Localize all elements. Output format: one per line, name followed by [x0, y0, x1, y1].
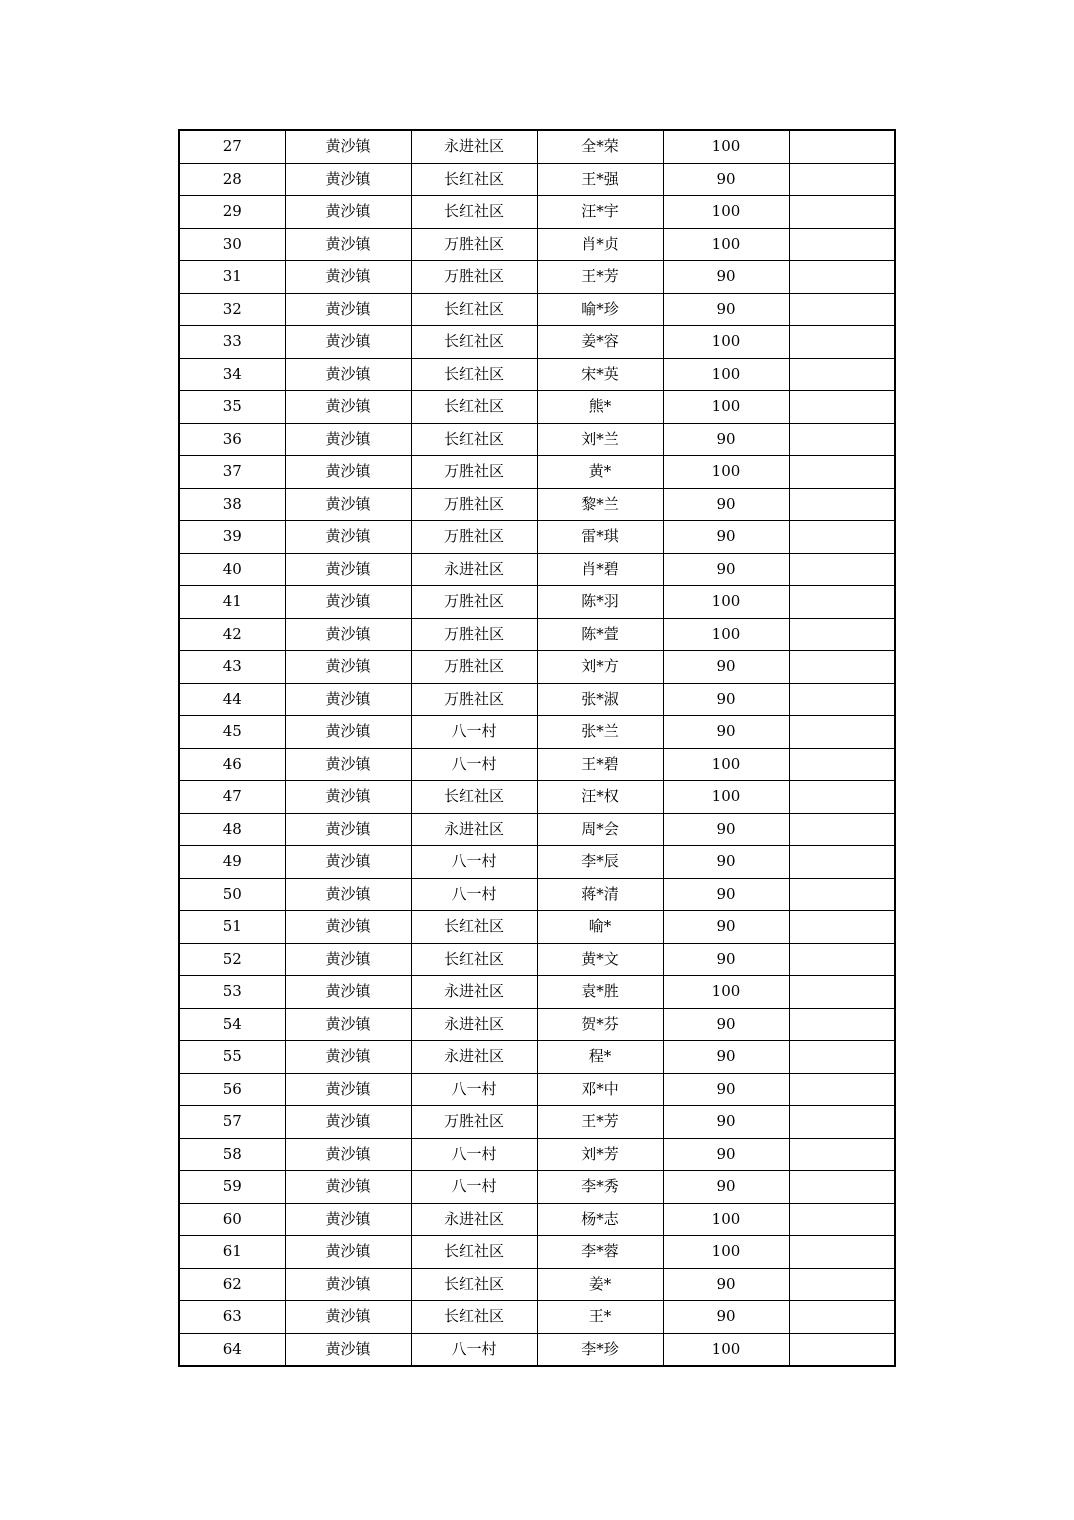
row-number-cell: 31: [179, 261, 285, 294]
town-cell: 黄沙镇: [285, 326, 411, 359]
town-cell: 黄沙镇: [285, 163, 411, 196]
community-cell: 长红社区: [411, 196, 537, 229]
name-cell: 邓*中: [537, 1073, 663, 1106]
row-number-cell: 37: [179, 456, 285, 489]
community-cell: 长红社区: [411, 326, 537, 359]
name-cell: 蒋*清: [537, 878, 663, 911]
score-cell: 100: [663, 391, 789, 424]
remark-cell: [789, 261, 895, 294]
name-cell: 黄*: [537, 456, 663, 489]
community-cell: 长红社区: [411, 1301, 537, 1334]
row-number-cell: 35: [179, 391, 285, 424]
remark-cell: [789, 456, 895, 489]
score-cell: 90: [663, 1138, 789, 1171]
score-cell: 90: [663, 423, 789, 456]
score-cell: 90: [663, 1171, 789, 1204]
table-row: [179, 1171, 895, 1204]
row-number-cell: 47: [179, 781, 285, 814]
town-cell: 黄沙镇: [285, 651, 411, 684]
table-row: [179, 228, 895, 261]
row-number-cell: 45: [179, 716, 285, 749]
score-cell: 100: [663, 748, 789, 781]
remark-cell: [789, 618, 895, 651]
row-number-cell: 42: [179, 618, 285, 651]
remark-cell: [789, 976, 895, 1009]
name-cell: 全*荣: [537, 130, 663, 163]
row-number-cell: 57: [179, 1106, 285, 1139]
community-cell: 长红社区: [411, 1268, 537, 1301]
remark-cell: [789, 1171, 895, 1204]
name-cell: 喻*: [537, 911, 663, 944]
community-cell: 永进社区: [411, 553, 537, 586]
row-number-cell: 38: [179, 488, 285, 521]
name-cell: 杨*志: [537, 1203, 663, 1236]
name-cell: 李*秀: [537, 1171, 663, 1204]
name-cell: 程*: [537, 1041, 663, 1074]
name-cell: 熊*: [537, 391, 663, 424]
remark-cell: [789, 521, 895, 554]
row-number-cell: 59: [179, 1171, 285, 1204]
table-row: [179, 1236, 895, 1269]
score-cell: 100: [663, 326, 789, 359]
remark-cell: [789, 391, 895, 424]
score-cell: 90: [663, 1041, 789, 1074]
row-number-cell: 61: [179, 1236, 285, 1269]
name-cell: 宋*英: [537, 358, 663, 391]
row-number-cell: 55: [179, 1041, 285, 1074]
row-number-cell: 51: [179, 911, 285, 944]
remark-cell: [789, 358, 895, 391]
community-cell: 长红社区: [411, 1236, 537, 1269]
score-cell: 90: [663, 1106, 789, 1139]
name-cell: 姜*: [537, 1268, 663, 1301]
town-cell: 黄沙镇: [285, 1333, 411, 1366]
community-cell: 万胜社区: [411, 228, 537, 261]
name-cell: 贺*芬: [537, 1008, 663, 1041]
table-row: [179, 1073, 895, 1106]
score-cell: 90: [663, 521, 789, 554]
community-cell: 长红社区: [411, 781, 537, 814]
table-row: [179, 716, 895, 749]
remark-cell: [789, 846, 895, 879]
table-row: [179, 423, 895, 456]
town-cell: 黄沙镇: [285, 196, 411, 229]
community-cell: 长红社区: [411, 943, 537, 976]
town-cell: 黄沙镇: [285, 683, 411, 716]
remark-cell: [789, 943, 895, 976]
score-cell: 100: [663, 358, 789, 391]
table-row: [179, 1301, 895, 1334]
name-cell: 喻*珍: [537, 293, 663, 326]
table-row: [179, 586, 895, 619]
table-row: [179, 326, 895, 359]
remark-cell: [789, 196, 895, 229]
name-cell: 汪*权: [537, 781, 663, 814]
remark-cell: [789, 1073, 895, 1106]
name-cell: 汪*宇: [537, 196, 663, 229]
score-cell: 90: [663, 293, 789, 326]
community-cell: 永进社区: [411, 813, 537, 846]
remark-cell: [789, 878, 895, 911]
table-row: [179, 1008, 895, 1041]
row-number-cell: 58: [179, 1138, 285, 1171]
row-number-cell: 40: [179, 553, 285, 586]
community-cell: 八一村: [411, 1138, 537, 1171]
remark-cell: [789, 651, 895, 684]
score-cell: 90: [663, 163, 789, 196]
community-cell: 万胜社区: [411, 651, 537, 684]
remark-cell: [789, 586, 895, 619]
score-cell: 100: [663, 456, 789, 489]
remark-cell: [789, 423, 895, 456]
community-cell: 长红社区: [411, 163, 537, 196]
score-cell: 100: [663, 1333, 789, 1366]
town-cell: 黄沙镇: [285, 423, 411, 456]
row-number-cell: 33: [179, 326, 285, 359]
row-number-cell: 36: [179, 423, 285, 456]
remark-cell: [789, 716, 895, 749]
town-cell: 黄沙镇: [285, 813, 411, 846]
row-number-cell: 54: [179, 1008, 285, 1041]
name-cell: 王*: [537, 1301, 663, 1334]
row-number-cell: 63: [179, 1301, 285, 1334]
row-number-cell: 49: [179, 846, 285, 879]
remark-cell: [789, 1236, 895, 1269]
table-row: [179, 1268, 895, 1301]
community-cell: 万胜社区: [411, 1106, 537, 1139]
town-cell: 黄沙镇: [285, 846, 411, 879]
name-cell: 黄*文: [537, 943, 663, 976]
score-cell: 90: [663, 943, 789, 976]
name-cell: 姜*容: [537, 326, 663, 359]
community-cell: 长红社区: [411, 293, 537, 326]
name-cell: 雷*琪: [537, 521, 663, 554]
community-cell: 八一村: [411, 1171, 537, 1204]
community-cell: 永进社区: [411, 976, 537, 1009]
row-number-cell: 34: [179, 358, 285, 391]
name-cell: 陈*萱: [537, 618, 663, 651]
table-row: [179, 553, 895, 586]
table-row: [179, 293, 895, 326]
row-number-cell: 56: [179, 1073, 285, 1106]
community-cell: 万胜社区: [411, 261, 537, 294]
table-row: [179, 846, 895, 879]
table-row: [179, 196, 895, 229]
community-cell: 永进社区: [411, 1008, 537, 1041]
table-row: [179, 748, 895, 781]
table-row: [179, 1138, 895, 1171]
remark-cell: [789, 553, 895, 586]
remark-cell: [789, 683, 895, 716]
score-cell: 90: [663, 651, 789, 684]
town-cell: 黄沙镇: [285, 391, 411, 424]
community-cell: 万胜社区: [411, 683, 537, 716]
community-cell: 永进社区: [411, 1041, 537, 1074]
score-cell: 90: [663, 878, 789, 911]
remark-cell: [789, 326, 895, 359]
town-cell: 黄沙镇: [285, 878, 411, 911]
row-number-cell: 43: [179, 651, 285, 684]
name-cell: 王*碧: [537, 748, 663, 781]
score-cell: 100: [663, 618, 789, 651]
community-cell: 八一村: [411, 846, 537, 879]
name-cell: 黎*兰: [537, 488, 663, 521]
town-cell: 黄沙镇: [285, 911, 411, 944]
town-cell: 黄沙镇: [285, 358, 411, 391]
table-row: [179, 488, 895, 521]
town-cell: 黄沙镇: [285, 716, 411, 749]
row-number-cell: 60: [179, 1203, 285, 1236]
remark-cell: [789, 488, 895, 521]
town-cell: 黄沙镇: [285, 228, 411, 261]
remark-cell: [789, 1333, 895, 1366]
name-cell: 王*芳: [537, 261, 663, 294]
roster-table: [178, 129, 896, 1367]
community-cell: 长红社区: [411, 358, 537, 391]
community-cell: 长红社区: [411, 911, 537, 944]
community-cell: 万胜社区: [411, 618, 537, 651]
town-cell: 黄沙镇: [285, 976, 411, 1009]
name-cell: 王*强: [537, 163, 663, 196]
table-row: [179, 456, 895, 489]
remark-cell: [789, 1203, 895, 1236]
remark-cell: [789, 163, 895, 196]
table-row: [179, 163, 895, 196]
row-number-cell: 29: [179, 196, 285, 229]
town-cell: 黄沙镇: [285, 261, 411, 294]
row-number-cell: 64: [179, 1333, 285, 1366]
remark-cell: [789, 1301, 895, 1334]
score-cell: 100: [663, 1203, 789, 1236]
community-cell: 八一村: [411, 716, 537, 749]
table-row: [179, 911, 895, 944]
row-number-cell: 32: [179, 293, 285, 326]
table-row: [179, 1106, 895, 1139]
score-cell: 100: [663, 1236, 789, 1269]
name-cell: 肖*贞: [537, 228, 663, 261]
table-row: [179, 683, 895, 716]
town-cell: 黄沙镇: [285, 781, 411, 814]
remark-cell: [789, 748, 895, 781]
table-row: [179, 261, 895, 294]
name-cell: 李*蓉: [537, 1236, 663, 1269]
score-cell: 90: [663, 716, 789, 749]
score-cell: 100: [663, 196, 789, 229]
remark-cell: [789, 911, 895, 944]
name-cell: 王*芳: [537, 1106, 663, 1139]
row-number-cell: 46: [179, 748, 285, 781]
name-cell: 周*会: [537, 813, 663, 846]
table-row: [179, 1203, 895, 1236]
community-cell: 永进社区: [411, 130, 537, 163]
town-cell: 黄沙镇: [285, 1236, 411, 1269]
row-number-cell: 48: [179, 813, 285, 846]
name-cell: 肖*碧: [537, 553, 663, 586]
town-cell: 黄沙镇: [285, 1106, 411, 1139]
score-cell: 90: [663, 488, 789, 521]
town-cell: 黄沙镇: [285, 943, 411, 976]
table-row: [179, 651, 895, 684]
row-number-cell: 30: [179, 228, 285, 261]
score-cell: 90: [663, 553, 789, 586]
score-cell: 90: [663, 261, 789, 294]
name-cell: 刘*芳: [537, 1138, 663, 1171]
town-cell: 黄沙镇: [285, 1203, 411, 1236]
remark-cell: [789, 781, 895, 814]
score-cell: 100: [663, 781, 789, 814]
remark-cell: [789, 1008, 895, 1041]
row-number-cell: 44: [179, 683, 285, 716]
town-cell: 黄沙镇: [285, 586, 411, 619]
community-cell: 永进社区: [411, 1203, 537, 1236]
town-cell: 黄沙镇: [285, 1041, 411, 1074]
name-cell: 李*珍: [537, 1333, 663, 1366]
remark-cell: [789, 1268, 895, 1301]
town-cell: 黄沙镇: [285, 521, 411, 554]
name-cell: 张*兰: [537, 716, 663, 749]
score-cell: 90: [663, 846, 789, 879]
table-row: [179, 521, 895, 554]
community-cell: 八一村: [411, 1073, 537, 1106]
row-number-cell: 41: [179, 586, 285, 619]
community-cell: 万胜社区: [411, 488, 537, 521]
row-number-cell: 39: [179, 521, 285, 554]
remark-cell: [789, 1138, 895, 1171]
row-number-cell: 28: [179, 163, 285, 196]
row-number-cell: 27: [179, 130, 285, 163]
table-row: [179, 943, 895, 976]
table-row: [179, 976, 895, 1009]
score-cell: 90: [663, 1301, 789, 1334]
score-cell: 100: [663, 976, 789, 1009]
remark-cell: [789, 228, 895, 261]
name-cell: 袁*胜: [537, 976, 663, 1009]
town-cell: 黄沙镇: [285, 130, 411, 163]
row-number-cell: 52: [179, 943, 285, 976]
name-cell: 刘*方: [537, 651, 663, 684]
community-cell: 万胜社区: [411, 456, 537, 489]
name-cell: 张*淑: [537, 683, 663, 716]
score-cell: 90: [663, 911, 789, 944]
remark-cell: [789, 293, 895, 326]
remark-cell: [789, 813, 895, 846]
name-cell: 李*辰: [537, 846, 663, 879]
town-cell: 黄沙镇: [285, 1268, 411, 1301]
town-cell: 黄沙镇: [285, 488, 411, 521]
community-cell: 万胜社区: [411, 521, 537, 554]
roster-table-body: [179, 130, 895, 1366]
table-row: [179, 391, 895, 424]
table-row: [179, 130, 895, 163]
table-row: [179, 781, 895, 814]
community-cell: 八一村: [411, 748, 537, 781]
town-cell: 黄沙镇: [285, 1008, 411, 1041]
remark-cell: [789, 130, 895, 163]
table-row: [179, 1333, 895, 1366]
community-cell: 八一村: [411, 1333, 537, 1366]
community-cell: 八一村: [411, 878, 537, 911]
community-cell: 长红社区: [411, 423, 537, 456]
table-row: [179, 878, 895, 911]
table-row: [179, 618, 895, 651]
score-cell: 100: [663, 586, 789, 619]
table-row: [179, 358, 895, 391]
town-cell: 黄沙镇: [285, 1138, 411, 1171]
town-cell: 黄沙镇: [285, 748, 411, 781]
score-cell: 90: [663, 1268, 789, 1301]
row-number-cell: 53: [179, 976, 285, 1009]
name-cell: 刘*兰: [537, 423, 663, 456]
score-cell: 100: [663, 228, 789, 261]
table-row: [179, 1041, 895, 1074]
town-cell: 黄沙镇: [285, 1171, 411, 1204]
row-number-cell: 50: [179, 878, 285, 911]
table-row: [179, 813, 895, 846]
community-cell: 长红社区: [411, 391, 537, 424]
score-cell: 90: [663, 1008, 789, 1041]
town-cell: 黄沙镇: [285, 1301, 411, 1334]
town-cell: 黄沙镇: [285, 553, 411, 586]
score-cell: 100: [663, 130, 789, 163]
score-cell: 90: [663, 683, 789, 716]
town-cell: 黄沙镇: [285, 1073, 411, 1106]
row-number-cell: 62: [179, 1268, 285, 1301]
score-cell: 90: [663, 813, 789, 846]
remark-cell: [789, 1041, 895, 1074]
town-cell: 黄沙镇: [285, 293, 411, 326]
community-cell: 万胜社区: [411, 586, 537, 619]
town-cell: 黄沙镇: [285, 618, 411, 651]
town-cell: 黄沙镇: [285, 456, 411, 489]
score-cell: 90: [663, 1073, 789, 1106]
remark-cell: [789, 1106, 895, 1139]
name-cell: 陈*羽: [537, 586, 663, 619]
